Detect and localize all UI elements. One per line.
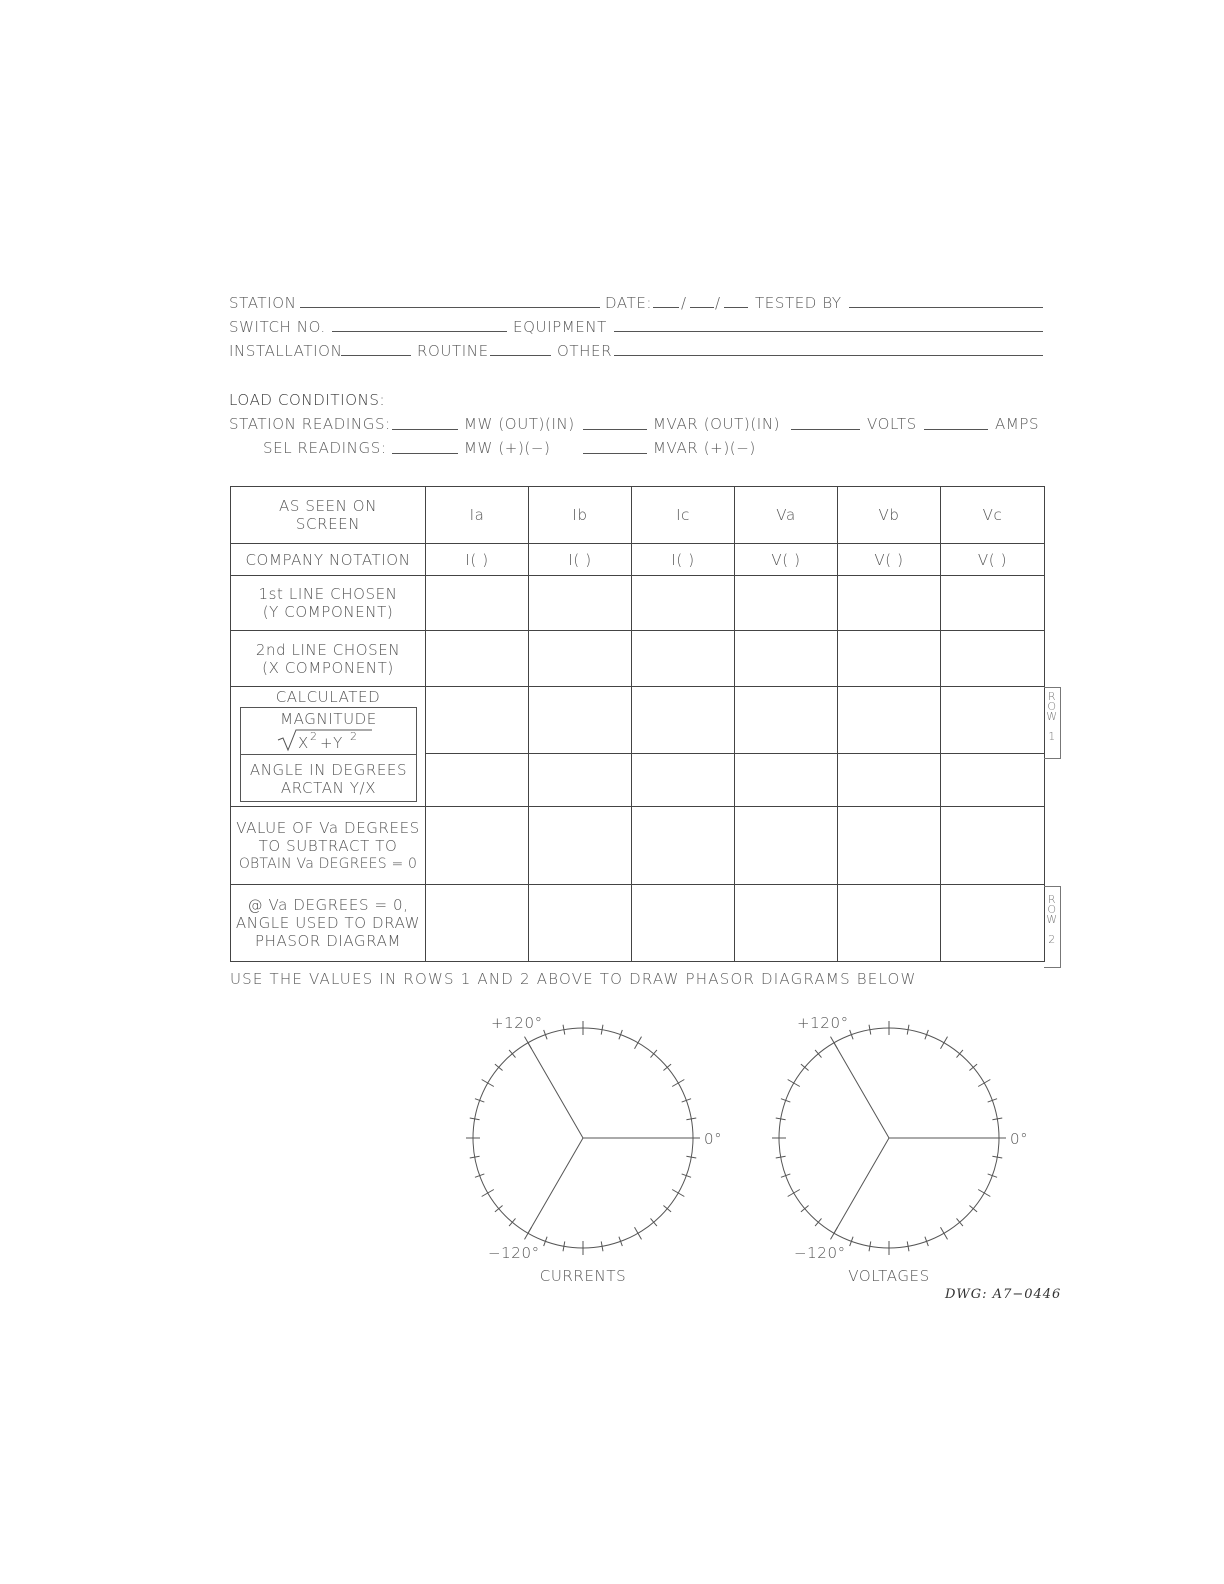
tick-mark bbox=[672, 1190, 684, 1197]
tick-mark bbox=[956, 1218, 962, 1226]
value-cell[interactable] bbox=[838, 807, 941, 885]
value-cell[interactable] bbox=[632, 885, 735, 962]
mw-out-in-label: MW (OUT)(IN) bbox=[464, 415, 575, 433]
date-separator: / bbox=[681, 294, 687, 312]
company-notation-label: COMPANY NOTATION bbox=[231, 544, 426, 576]
tag-letter: O bbox=[1047, 903, 1057, 916]
value-cell[interactable] bbox=[941, 631, 1045, 687]
value-cell[interactable] bbox=[838, 631, 941, 687]
reference-axis bbox=[528, 1138, 583, 1233]
reference-axis bbox=[834, 1138, 889, 1233]
value-cell[interactable] bbox=[735, 754, 838, 807]
column-header-va: Va bbox=[735, 487, 838, 544]
value-cell[interactable] bbox=[735, 576, 838, 631]
value-cell[interactable] bbox=[838, 687, 941, 754]
zero-degree-label: 0° bbox=[1010, 1130, 1029, 1148]
tick-mark bbox=[635, 1227, 642, 1239]
company-notation-row bbox=[231, 544, 1045, 576]
tick-mark bbox=[978, 1080, 990, 1087]
value-cell[interactable] bbox=[529, 885, 632, 962]
date-year-field[interactable] bbox=[724, 307, 748, 308]
sel-mw-field[interactable] bbox=[392, 453, 458, 454]
second-line-label bbox=[231, 631, 426, 687]
tick-mark bbox=[801, 1064, 809, 1070]
date-separator: / bbox=[715, 294, 721, 312]
label-line: PHASOR DIAGRAM bbox=[254, 932, 402, 950]
first-line-row bbox=[231, 576, 1045, 631]
magnitude-box bbox=[240, 707, 417, 755]
notation-cell[interactable]: I( ) bbox=[632, 544, 735, 576]
column-header-ia: Ia bbox=[426, 487, 529, 544]
value-cell[interactable] bbox=[426, 576, 529, 631]
tick-mark bbox=[941, 1037, 948, 1049]
tick-mark bbox=[495, 1064, 503, 1070]
installation-field[interactable] bbox=[341, 355, 411, 356]
tag-letter: W bbox=[1046, 710, 1058, 723]
tag-letter: R bbox=[1047, 893, 1057, 906]
value-cell[interactable] bbox=[632, 687, 735, 754]
tick-mark bbox=[650, 1218, 656, 1226]
tag-letter: 2 bbox=[1048, 933, 1056, 946]
angle-label-line: ARCTAN Y/X bbox=[280, 779, 377, 797]
row-1-tag bbox=[1044, 687, 1061, 759]
notation-cell[interactable]: V( ) bbox=[735, 544, 838, 576]
value-cell[interactable] bbox=[426, 687, 529, 754]
zero-degree-label: 0° bbox=[704, 1130, 723, 1148]
angle-box bbox=[240, 754, 417, 802]
phasor-calculation-table bbox=[230, 486, 1045, 962]
tick-mark bbox=[482, 1190, 494, 1197]
minus-120-label: −120° bbox=[794, 1244, 846, 1262]
equipment-label: EQUIPMENT bbox=[513, 318, 607, 336]
volts-label: VOLTS bbox=[867, 415, 917, 433]
value-cell[interactable] bbox=[838, 885, 941, 962]
date-day-field[interactable] bbox=[690, 307, 714, 308]
label-line: 2nd LINE CHOSEN bbox=[255, 640, 401, 659]
column-header-vc: Vc bbox=[941, 487, 1045, 544]
magnitude-row bbox=[231, 687, 1045, 754]
value-cell[interactable] bbox=[426, 807, 529, 885]
label-line: (X COMPONENT) bbox=[262, 658, 394, 677]
station-amps-field[interactable] bbox=[924, 429, 988, 430]
routine-field[interactable] bbox=[490, 355, 551, 356]
tick-mark bbox=[815, 1050, 821, 1058]
plus-120-label: +120° bbox=[491, 1014, 543, 1032]
tick-mark bbox=[969, 1205, 977, 1211]
voltages_label-label: VOLTAGES bbox=[848, 1267, 930, 1285]
value-cell[interactable] bbox=[941, 807, 1045, 885]
tick-mark bbox=[482, 1080, 494, 1087]
value-cell[interactable] bbox=[941, 576, 1045, 631]
notation-cell[interactable]: I( ) bbox=[529, 544, 632, 576]
label-line: OBTAIN Va DEGREES = 0 bbox=[238, 855, 418, 872]
header-label-line: AS SEEN ON bbox=[278, 497, 378, 515]
sel-mvar-field[interactable] bbox=[583, 453, 647, 454]
label-line: 1st LINE CHOSEN bbox=[258, 585, 398, 603]
formula-exp-x: 2 bbox=[309, 730, 318, 743]
value-cell[interactable] bbox=[632, 754, 735, 807]
tick-mark bbox=[788, 1080, 800, 1087]
load-conditions-title: LOAD CONDITIONS: bbox=[229, 391, 386, 409]
label-line: VALUE OF Va DEGREES bbox=[236, 818, 420, 837]
header-label-cell bbox=[231, 487, 426, 544]
value-cell[interactable] bbox=[941, 885, 1045, 962]
sel-readings-label: SEL READINGS: bbox=[263, 439, 387, 457]
station-volts-field[interactable] bbox=[791, 429, 860, 430]
date-month-field[interactable] bbox=[653, 307, 679, 308]
station-field[interactable] bbox=[300, 307, 600, 308]
row-2-tag bbox=[1044, 886, 1061, 968]
value-cell[interactable] bbox=[426, 885, 529, 962]
value-cell[interactable] bbox=[941, 687, 1045, 754]
value-cell[interactable] bbox=[529, 576, 632, 631]
reference-axis bbox=[834, 1043, 889, 1138]
value-cell[interactable] bbox=[735, 687, 838, 754]
tick-mark bbox=[663, 1205, 671, 1211]
switch-no-field[interactable] bbox=[332, 331, 507, 332]
value-cell[interactable] bbox=[632, 576, 735, 631]
value-cell[interactable] bbox=[529, 807, 632, 885]
other-field[interactable] bbox=[614, 355, 1043, 356]
notation-cell[interactable]: V( ) bbox=[838, 544, 941, 576]
tick-mark bbox=[495, 1205, 503, 1211]
station-label: STATION bbox=[229, 294, 297, 312]
draw-angle-label bbox=[231, 885, 426, 962]
tag-letter: 1 bbox=[1048, 730, 1056, 743]
value-cell[interactable] bbox=[426, 754, 529, 807]
notation-cell[interactable]: V( ) bbox=[941, 544, 1045, 576]
value-cell[interactable] bbox=[632, 807, 735, 885]
value-cell[interactable] bbox=[529, 687, 632, 754]
value-cell[interactable] bbox=[941, 754, 1045, 807]
tick-mark bbox=[978, 1190, 990, 1197]
draw-angle-row bbox=[231, 885, 1045, 962]
reference-axis bbox=[528, 1043, 583, 1138]
column-header-vb: Vb bbox=[838, 487, 941, 544]
va-subtract-row bbox=[231, 807, 1045, 885]
value-cell[interactable] bbox=[426, 631, 529, 687]
minus-120-label: −120° bbox=[488, 1244, 540, 1262]
column-header-ib: Ib bbox=[529, 487, 632, 544]
value-cell[interactable] bbox=[529, 754, 632, 807]
second-line-row bbox=[231, 631, 1045, 687]
tag-letter: W bbox=[1046, 913, 1058, 926]
plus-120-label: +120° bbox=[797, 1014, 849, 1032]
tick-mark bbox=[956, 1050, 962, 1058]
formula-x: X bbox=[297, 734, 309, 752]
tick-mark bbox=[801, 1205, 809, 1211]
tick-mark bbox=[941, 1227, 948, 1239]
instructions-text: USE THE VALUES IN ROWS 1 AND 2 ABOVE TO DRAW PHASOR DIAGRAMS BELOW bbox=[230, 970, 917, 988]
switch-no-label: SWITCH NO. bbox=[229, 318, 326, 336]
voltages-phasor-diagram[interactable] bbox=[772, 1014, 1028, 1285]
angle-label-line: ANGLE IN DEGREES bbox=[249, 761, 408, 779]
tested-by-field[interactable] bbox=[849, 307, 1043, 308]
mvar-out-in-label: MVAR (OUT)(IN) bbox=[653, 415, 781, 433]
value-cell[interactable] bbox=[632, 631, 735, 687]
tag-letter: R bbox=[1047, 690, 1057, 703]
station-mvar-field[interactable] bbox=[583, 429, 647, 430]
tick-mark bbox=[509, 1050, 515, 1058]
currents_label-label: CURRENTS bbox=[539, 1267, 627, 1285]
value-cell[interactable] bbox=[529, 631, 632, 687]
tested-by-label: TESTED BY bbox=[755, 294, 842, 312]
va-subtract-label bbox=[231, 807, 426, 885]
equipment-field[interactable] bbox=[614, 331, 1043, 332]
amps-label: AMPS bbox=[995, 415, 1040, 433]
first-line-label bbox=[231, 576, 426, 631]
formula-exp-y: 2 bbox=[349, 730, 358, 743]
notation-cell[interactable]: I( ) bbox=[426, 544, 529, 576]
calculated-label-cell bbox=[231, 687, 426, 807]
label-line: TO SUBTRACT TO bbox=[258, 836, 398, 855]
tick-mark bbox=[650, 1050, 656, 1058]
label-line: ANGLE USED TO DRAW bbox=[235, 914, 421, 932]
calculated-label: CALCULATED bbox=[275, 688, 381, 706]
magnitude-label: MAGNITUDE bbox=[280, 710, 377, 728]
formula-plus-y: +Y bbox=[319, 734, 343, 752]
station-readings-label: STATION READINGS: bbox=[229, 415, 391, 433]
value-cell[interactable] bbox=[735, 885, 838, 962]
tick-mark bbox=[815, 1218, 821, 1226]
routine-label: ROUTINE bbox=[417, 342, 489, 360]
mvar-plus-minus-label: MVAR (+)(−) bbox=[653, 439, 756, 457]
label-line: (Y COMPONENT) bbox=[262, 603, 394, 621]
other-label: OTHER bbox=[557, 342, 613, 360]
tick-mark bbox=[672, 1080, 684, 1087]
table-header-row bbox=[231, 487, 1045, 544]
tick-mark bbox=[969, 1064, 977, 1070]
label-line: @ Va DEGREES = 0, bbox=[247, 896, 409, 914]
value-cell[interactable] bbox=[735, 807, 838, 885]
tick-mark bbox=[663, 1064, 671, 1070]
tick-mark bbox=[788, 1190, 800, 1197]
tick-mark bbox=[635, 1037, 642, 1049]
currents-phasor-diagram[interactable] bbox=[466, 1014, 722, 1285]
tag-letter: O bbox=[1047, 700, 1057, 713]
station-mw-field[interactable] bbox=[392, 429, 458, 430]
header-label-line: SCREEN bbox=[295, 515, 361, 533]
installation-label: INSTALLATION bbox=[229, 342, 343, 360]
drawing-number: DWG: A7−0446 bbox=[945, 1287, 1062, 1302]
date-label: DATE: bbox=[605, 294, 653, 312]
column-header-ic: Ic bbox=[632, 487, 735, 544]
mw-plus-minus-label: MW (+)(−) bbox=[464, 439, 551, 457]
value-cell[interactable] bbox=[838, 754, 941, 807]
tick-mark bbox=[509, 1218, 515, 1226]
value-cell[interactable] bbox=[735, 631, 838, 687]
sqrt-formula bbox=[274, 728, 384, 752]
phasor-diagrams bbox=[440, 1005, 1080, 1305]
value-cell[interactable] bbox=[838, 576, 941, 631]
